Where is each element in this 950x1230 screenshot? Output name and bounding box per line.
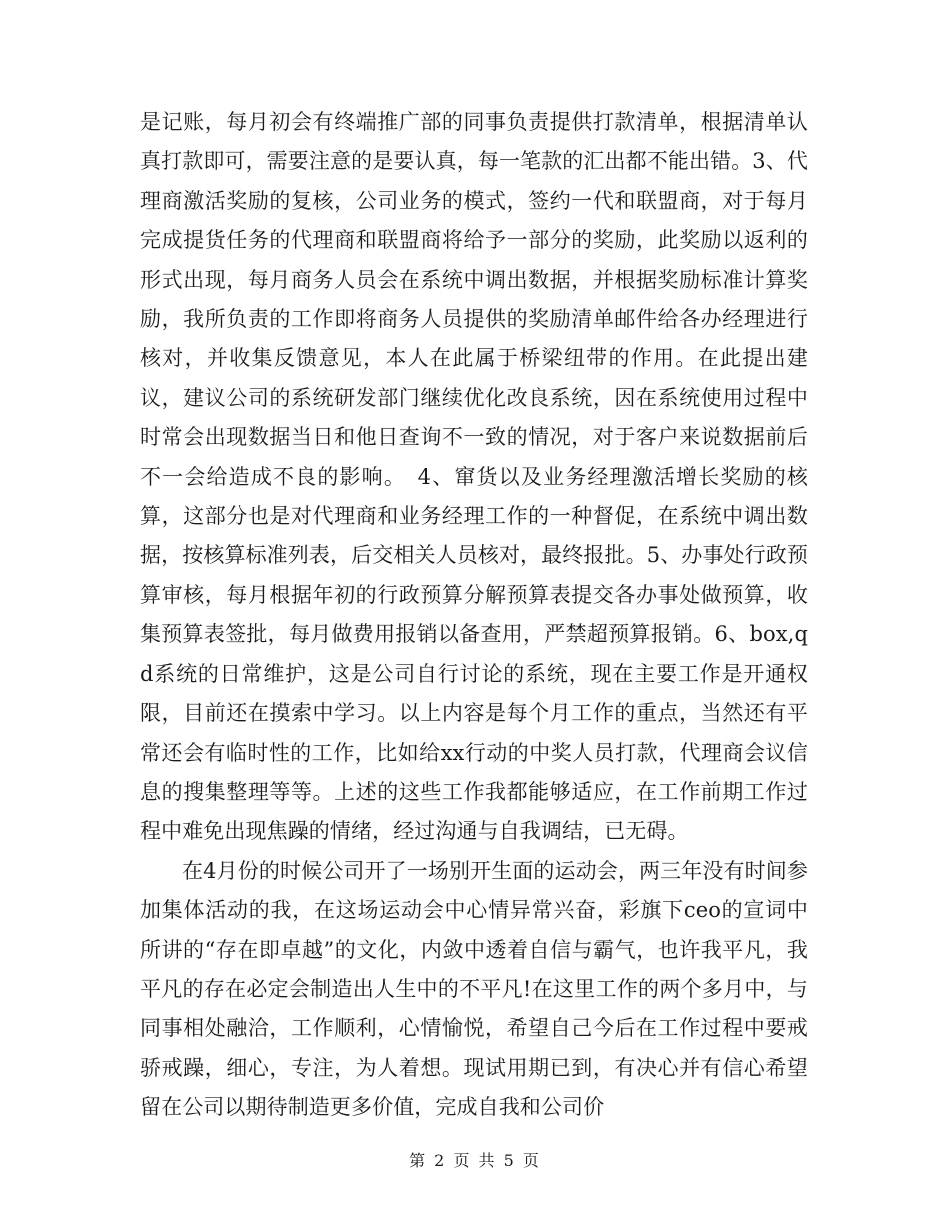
document-body	[140, 103, 808, 1128]
paragraph-sports-meeting: 在4月份的时候公司开了一场别开生面的运动会，两三年没有时间参加集体活动的我，在这场运动会中心情异常兴奋，彩旗下ceo的宣词中所讲的“存在即卓越”的文化，内敛中透着自信与霸气，也许我平凡，我平凡的存在必定会制造出人生中的不平凡!在这里工作的两个多月中，与同事相处融洽，工作顺利，心情愉悦，希望自己今后在工作过程中要戒骄戒躁，细心，专注，为人着想。现试用期已到，有决心并有信心希望留在公司以期待制造更多价值，完成自我和公司价	[140, 858, 808, 1120]
page-number-footer: 第 2 页 共 5 页	[409, 1151, 541, 1170]
paragraph-work-duties: 是记账，每月初会有终端推广部的同事负责提供打款清单，根据清单认真打款即可，需要注意的是要认真，每一笔款的汇出都不能出错。3、代理商激活奖励的复核，公司业务的模式，签约一代和联盟商，对于每月完成提货任务的代理商和联盟商将给予一部分的奖励，此奖励以返利的形式出现，每月商务人员会在系统中调出数据，并根据奖励标准计算奖励，我所负责的工作即将商务人员提供的奖励清单邮件给各办经理进行核对，并收集反馈意见，本人在此属于桥梁纽带的作用。在此提出建议，建议公司的系统研发部门继续优化改良系统，因在系统使用过程中时常会出现数据当日和他日查询不一致的情况，对于客户来说数据前后不一会给造成不良的影响。 4、窜货以及业务经理激活增长奖励的核算，这部分也是对代理商和业务经理工作的一种督促，在系统中调出数据，按核算标准列表，后交相关人员核对，最终报批。5、办事处行政预算审核，每月根据年初的行政预算分解预算表提交各办事处做预算，收集预算表签批，每月做费用报销以备查用，严禁超预算报销。6、box,qd系统的日常维护，这是公司自行讨论的系统，现在主要工作是开通权限，目前还在摸索中学习。以上内容是每个月工作的重点，当然还有平常还会有临时性的工作，比如给xx行动的中奖人员打款，代理商会议信息的搜集整理等等。上述的这些工作我都能够适应，在工作前期工作过程中难免出现焦躁的情绪，经过沟通与自我调结，已无碍。	[140, 110, 808, 844]
